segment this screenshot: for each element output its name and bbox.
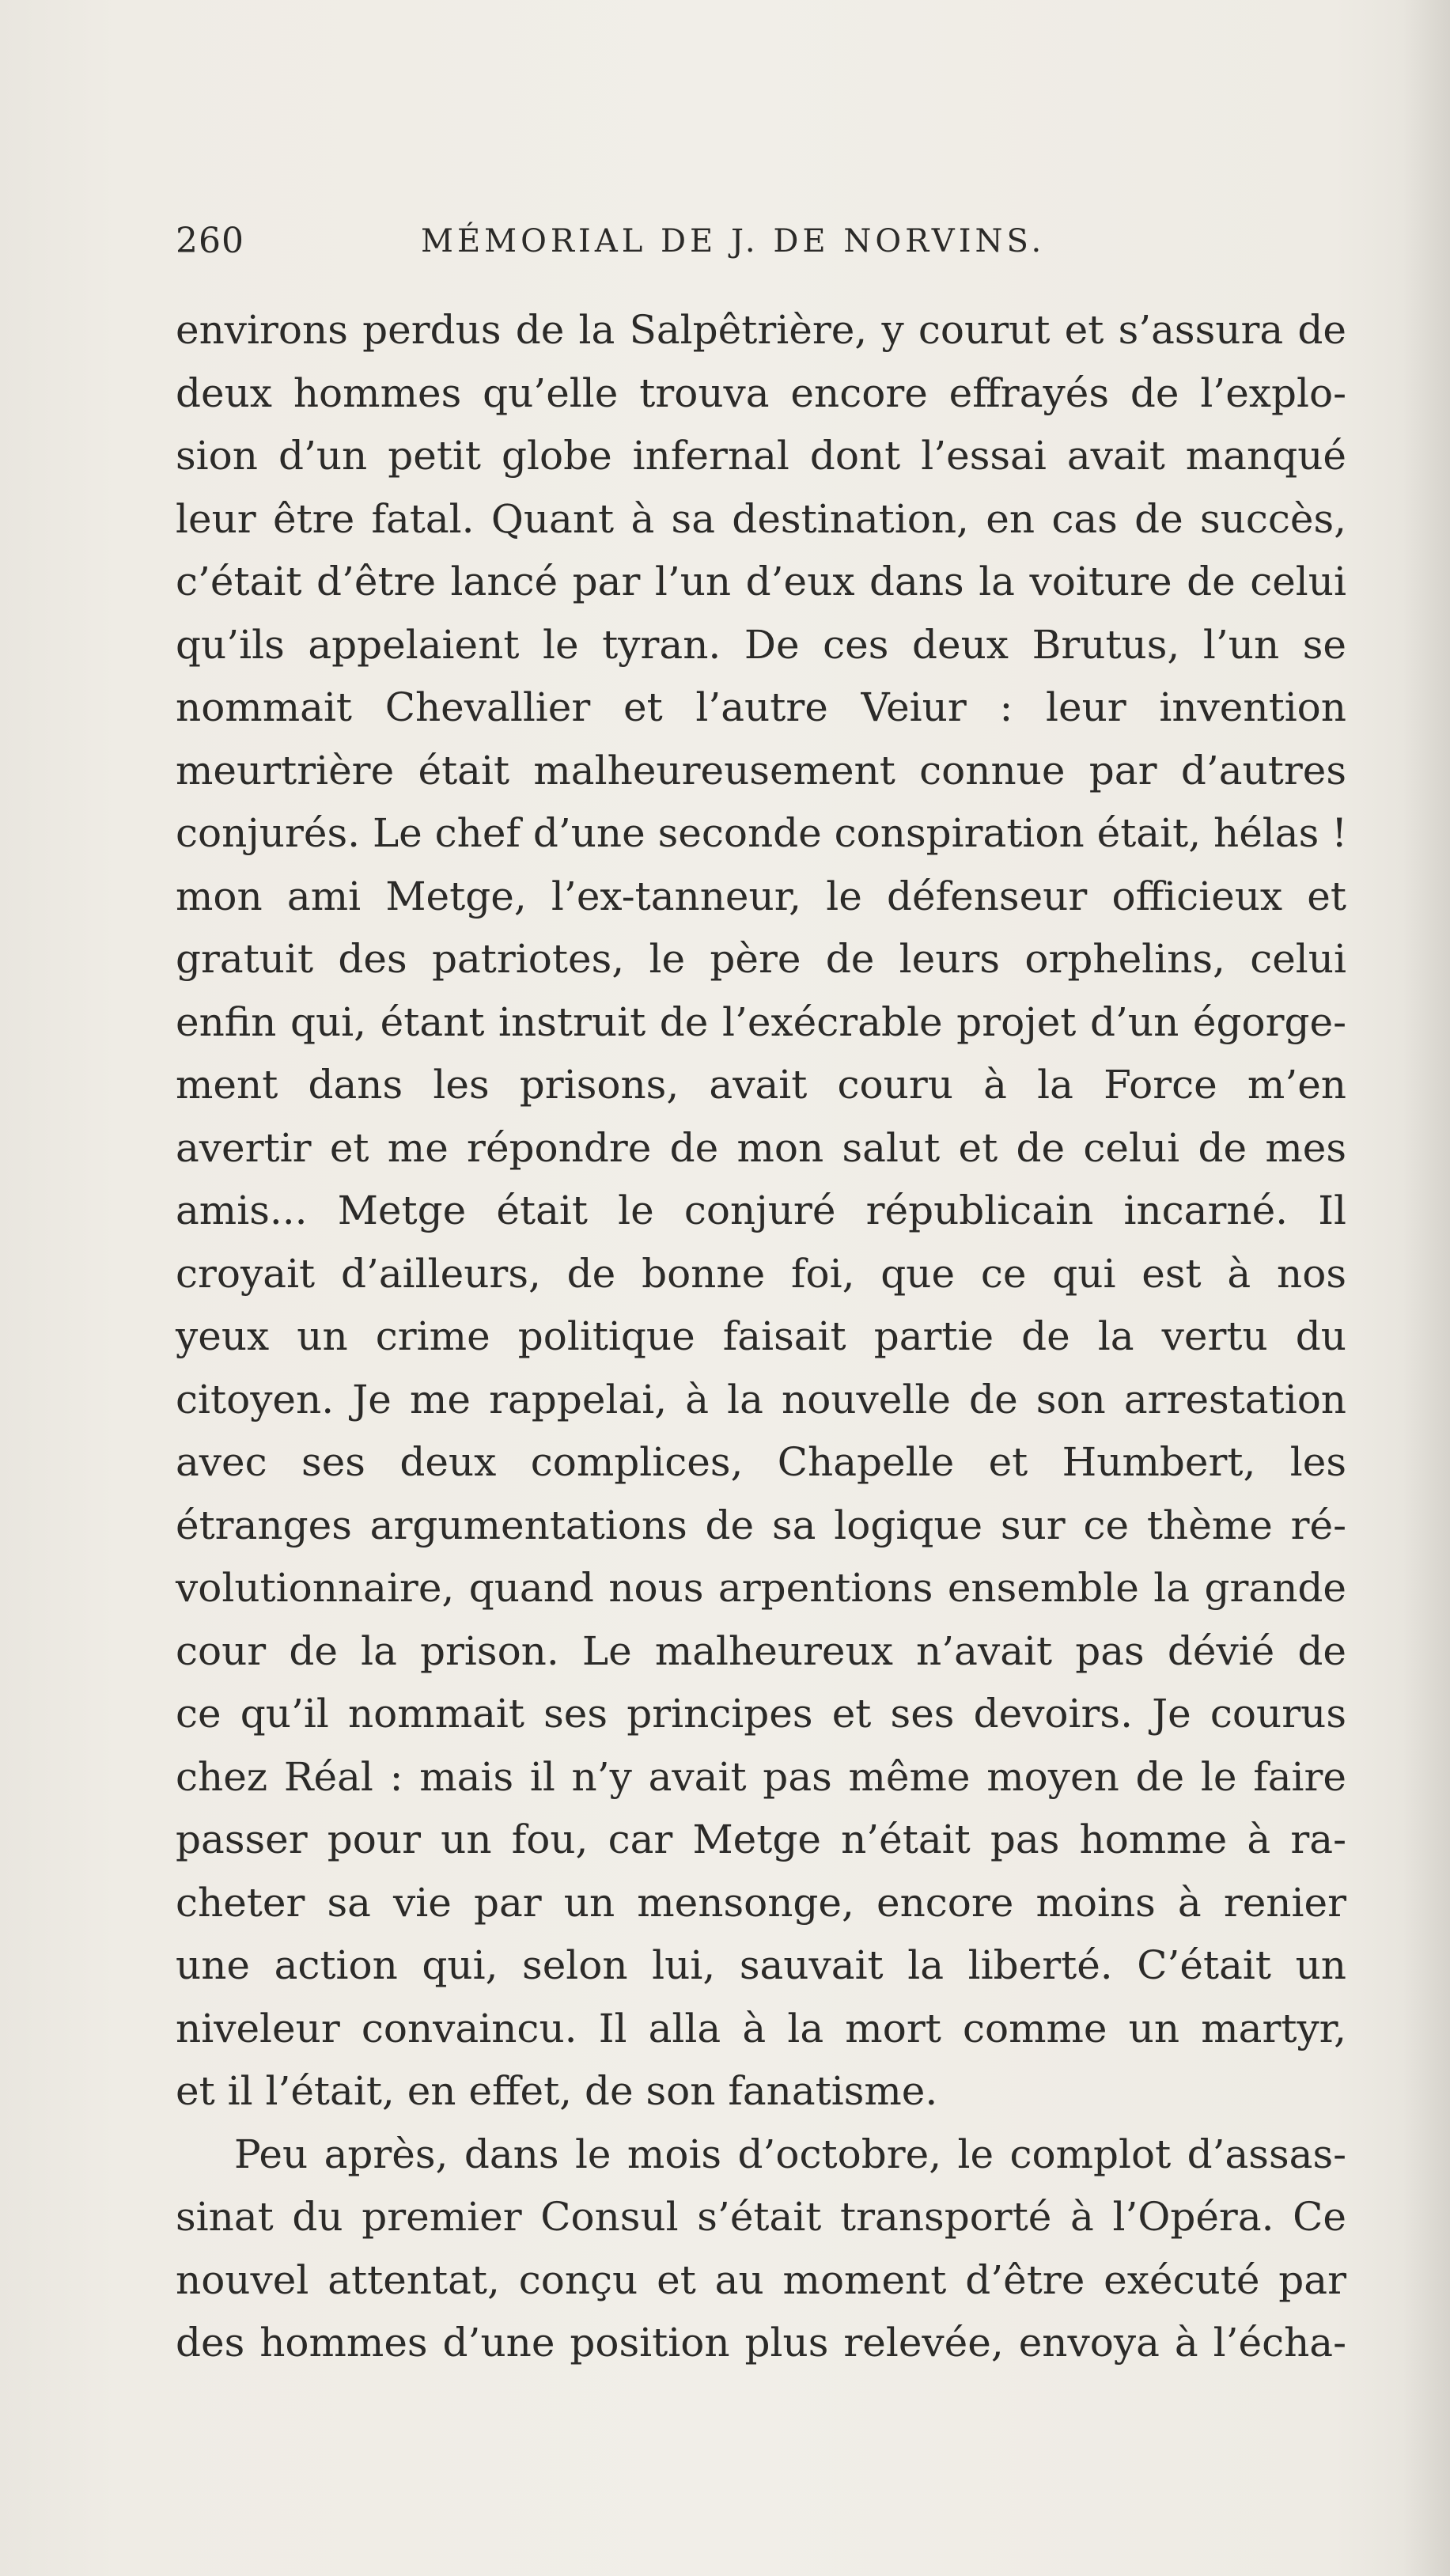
paragraph-start-line: Peu après, dans le mois d’octobre, le complot d’assas- [234, 2131, 1346, 2177]
text-line: croyait d’ailleurs, de bonne foi, que ce qui est à nos [176, 1250, 1346, 1297]
text-line: des hommes d’une position plus relevée, envoya à l’écha- [176, 2320, 1346, 2366]
text-line: qu’ils appelaient le tyran. De ces deux Brutus, l’un se [176, 621, 1346, 668]
text-line: deux hommes qu’elle trouva encore effrayés de l’explo- [176, 369, 1346, 416]
text-line: nommait Chevallier et l’autre Veiur : leur invention [176, 684, 1346, 730]
text-line: ce qu’il nommait ses principes et ses devoirs. Je courus [176, 1691, 1346, 1737]
text-line: environs perdus de la Salpêtrière, y courut et s’assura de [176, 307, 1346, 353]
text-line: enfin qui, étant instruit de l’exécrable projet d’un égorge- [176, 998, 1346, 1045]
text-line: nouvel attentat, conçu et au moment d’être exécuté par [176, 2256, 1346, 2303]
text-line: une action qui, selon lui, sauvait la liberté. C’était un [176, 1942, 1346, 1988]
text-line: amis... Metge était le conjuré républicain incarné. Il [176, 1188, 1346, 1233]
body-text [176, 299, 1346, 2375]
text-line: citoyen. Je me rappelai, à la nouvelle de son arrestation [176, 1376, 1346, 1422]
running-header [176, 214, 1338, 269]
text-line: sinat du premier Consul s’était transporté à l’Opéra. Ce [176, 2194, 1346, 2240]
paragraph-end-line: et il l’était, en effet, de son fanatisme. [176, 2068, 938, 2114]
text-line: étranges argumentations de sa logique sur ce thème ré- [176, 1502, 1346, 1548]
text-line: volutionnaire, quand nous arpentions ensemble la grande [176, 1565, 1346, 1611]
text-line: yeux un crime politique faisait partie de la vertu du [176, 1313, 1346, 1359]
text-line: c’était d’être lancé par l’un d’eux dans la voiture de celui [176, 559, 1346, 604]
text-line: avertir et me répondre de mon salut et de celui de mes [176, 1124, 1346, 1171]
page-number: 260 [176, 221, 244, 261]
text-line: chez Réal : mais il n’y avait pas même moyen de le faire [176, 1753, 1346, 1800]
text-line: meurtrière était malheureusement connue par d’autres [176, 747, 1346, 794]
text-line: cheter sa vie par un mensonge, encore moins à renier [176, 1879, 1346, 1926]
page-edge-shadow [1403, 0, 1450, 2576]
text-line: cour de la prison. Le malheureux n’avait pas dévié de [176, 1627, 1346, 1674]
running-title: MÉMORIAL DE J. DE NORVINS. [421, 223, 1046, 259]
text-line: gratuit des patriotes, le père de leurs orphelins, celui [176, 936, 1346, 982]
text-line: conjurés. Le chef d’une seconde conspiration était, hélas ! [176, 810, 1348, 856]
text-line: niveleur convaincu. Il alla à la mort comme un martyr, [176, 2005, 1346, 2051]
text-line: sion d’un petit globe infernal dont l’essai avait manqué [176, 433, 1346, 479]
text-line: ment dans les prisons, avait couru à la Force m’en [176, 1062, 1346, 1108]
text-line: avec ses deux complices, Chapelle et Humbert, les [176, 1439, 1346, 1485]
text-line: mon ami Metge, l’ex-tanneur, le défenseur officieux et [176, 873, 1346, 919]
text-line: leur être fatal. Quant à sa destination, en cas de succès, [176, 495, 1346, 542]
text-line: passer pour un fou, car Metge n’était pas homme à ra- [176, 1816, 1346, 1862]
